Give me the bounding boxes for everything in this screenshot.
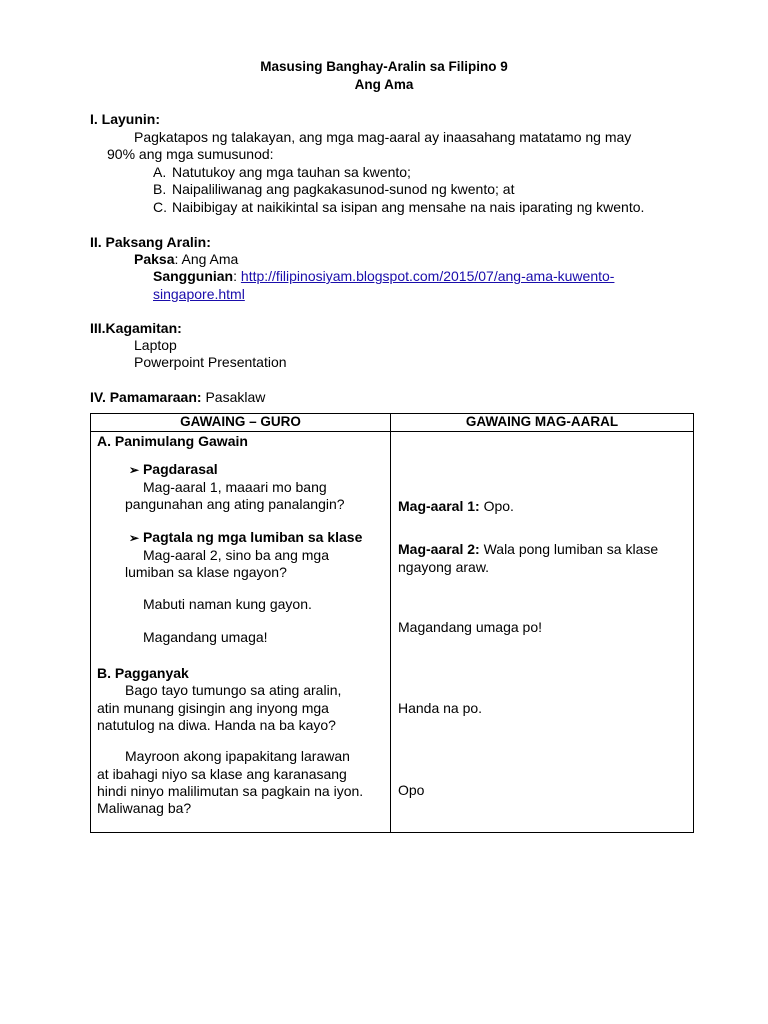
layunin-item-b-letter: B. bbox=[153, 181, 167, 197]
sanggunian-colon: : bbox=[233, 268, 241, 284]
section-b-heading: B. Pagganyak bbox=[97, 665, 189, 681]
mayroon-line4: Maliwanag ba? bbox=[97, 800, 192, 816]
layunin-item-a: Natutukoy ang mga tauhan sa kwento; bbox=[172, 164, 411, 180]
kagamitan-heading: III.Kagamitan: bbox=[90, 320, 182, 336]
lesson-table bbox=[90, 413, 694, 833]
pagganyak-line1: Bago tayo tumungo sa ating aralin, bbox=[125, 682, 342, 698]
mag-aaral-cell bbox=[391, 432, 694, 833]
pamamaraan-row bbox=[90, 389, 265, 406]
response-magandang-umaga: Magandang umaga po! bbox=[398, 619, 542, 635]
layunin-item-c: Naibibigay at naikikintal sa isipan ang mensahe na nais iparating ng kwento. bbox=[172, 199, 645, 215]
kagamitan-item-powerpoint: Powerpoint Presentation bbox=[134, 354, 287, 370]
response-handa: Handa na po. bbox=[398, 700, 483, 716]
paksang-aralin-heading: II. Paksang Aralin: bbox=[90, 234, 211, 250]
pamamaraan-heading: IV. Pamamaraan: bbox=[90, 389, 202, 405]
pagtala-heading: Pagtala ng mga lumiban sa klase bbox=[142, 529, 363, 545]
pagganyak-line3: natutulog na diwa. Handa na ba kayo? bbox=[97, 717, 336, 733]
layunin-intro-line1: Pagkatapos ng talakayan, ang mga mag-aaral ay inaasahang matatamo ng may bbox=[134, 129, 632, 145]
mag-aaral-1-text: Opo. bbox=[479, 498, 514, 514]
paksa-label: Paksa bbox=[134, 251, 175, 267]
pagdarasal-heading: Pagdarasal bbox=[142, 461, 218, 477]
layunin-intro-line2: 90% ang mga sumusunod: bbox=[107, 146, 274, 162]
response-opo: Opo bbox=[398, 782, 425, 798]
mabuti-line: Mabuti naman kung gayon. bbox=[143, 596, 312, 612]
arrow-bullet-icon: ➢ bbox=[129, 463, 140, 477]
pagdarasal-line2: pangunahan ang ating panalangin? bbox=[125, 496, 345, 512]
arrow-bullet-icon: ➢ bbox=[129, 531, 140, 545]
layunin-heading: I. Layunin: bbox=[90, 111, 160, 127]
document-subtitle: Ang Ama bbox=[354, 77, 414, 92]
mayroon-line2: at ibahagi niyo sa klase ang karanasang bbox=[97, 766, 347, 782]
mag-aaral-2-text-line2: ngayong araw. bbox=[398, 559, 490, 575]
sanggunian-row bbox=[153, 268, 614, 285]
pagganyak-line2: atin munang gisingin ang inyong mga bbox=[97, 700, 329, 716]
table-header-row bbox=[91, 414, 694, 432]
pagtala-line1: Mag-aaral 2, sino ba ang mga bbox=[143, 547, 329, 563]
sanggunian-label: Sanggunian bbox=[153, 268, 234, 284]
pamamaraan-value: Pasaklaw bbox=[201, 389, 266, 405]
layunin-item-a-letter: A. bbox=[153, 164, 167, 180]
layunin-item-b: Naipaliliwanag ang pagkakasunod-sunod ng kwento; at bbox=[172, 181, 515, 197]
table-body-row bbox=[91, 432, 694, 833]
pagtala-row bbox=[129, 529, 362, 547]
kagamitan-item-laptop: Laptop bbox=[134, 337, 177, 353]
sanggunian-link-line2-row bbox=[153, 286, 245, 303]
document-title: Masusing Banghay-Aralin sa Filipino 9 bbox=[260, 59, 508, 74]
pagdarasal-line1: Mag-aaral 1, maaari mo bang bbox=[143, 479, 327, 495]
mag-aaral-2-text: Wala pong lumiban sa klase bbox=[479, 541, 659, 557]
paksa-row bbox=[134, 251, 238, 268]
response-mag-aaral-1 bbox=[398, 498, 514, 515]
paksa-value: : Ang Ama bbox=[174, 251, 239, 267]
mag-aaral-2-label: Mag-aaral 2: bbox=[398, 541, 480, 557]
magandang-line: Magandang umaga! bbox=[143, 629, 268, 645]
response-mag-aaral-2 bbox=[398, 541, 658, 558]
guro-cell bbox=[91, 432, 391, 833]
mayroon-line3: hindi ninyo malilimutan sa pagkain na iyon. bbox=[97, 783, 364, 799]
sanggunian-link-part1[interactable]: http://filipinosiyam.blogspot.com/2015/07/ang-ama-kuwento- bbox=[240, 268, 615, 284]
mag-aaral-1-label: Mag-aaral 1: bbox=[398, 498, 480, 514]
sanggunian-link-part2[interactable]: singapore.html bbox=[153, 286, 245, 302]
col-header-mag-aaral: GAWAING MAG-AARAL bbox=[391, 414, 694, 432]
pagdarasal-row bbox=[129, 461, 218, 479]
pagtala-line2: lumiban sa klase ngayon? bbox=[125, 564, 287, 580]
mayroon-line1: Mayroon akong ipapakitang larawan bbox=[125, 748, 350, 764]
layunin-item-c-letter: C. bbox=[153, 199, 167, 215]
section-a-heading: A. Panimulang Gawain bbox=[97, 433, 248, 449]
col-header-guro: GAWAING – GURO bbox=[91, 414, 391, 432]
